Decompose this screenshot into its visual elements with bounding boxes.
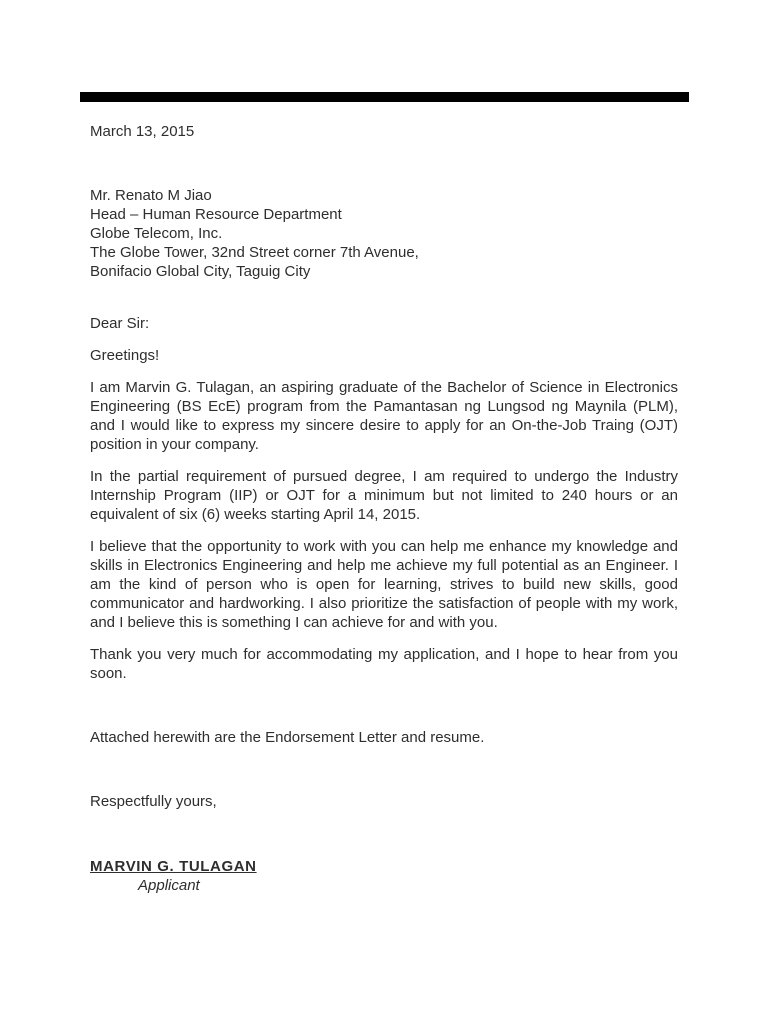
body-paragraph-1: I am Marvin G. Tulagan, an aspiring graduate of the Bachelor of Science in Electronics Engineering (BS EcE) program from the Pamantasan ng Lungsod ng Maynila (PLM), and I would like to express my sincere desire to apply for an On-the-Job Traing (OJT) position in your company. <box>90 379 678 453</box>
recipient-block <box>90 186 678 281</box>
recipient-address-line1: The Globe Tower, 32nd Street corner 7th Avenue, <box>90 244 419 261</box>
recipient-address-line2: Bonifacio Global City, Taguig City <box>90 263 311 280</box>
salutation: Dear Sir: <box>90 315 150 332</box>
body-paragraph-2: In the partial requirement of pursued degree, I am required to undergo the Industry Internship Program (IIP) or OJT for a minimum but not limited to 240 hours or an equivalent of six (6) weeks starting April 14, 2015. <box>90 468 678 523</box>
header-rule <box>80 92 689 102</box>
signature-title: Applicant <box>138 877 200 894</box>
greeting: Greetings! <box>90 347 160 364</box>
recipient-title: Head – Human Resource Department <box>90 206 342 223</box>
recipient-name: Mr. Renato M Jiao <box>90 187 212 204</box>
letter-date: March 13, 2015 <box>90 123 195 140</box>
closing: Respectfully yours, <box>90 793 217 810</box>
letter-content <box>90 122 678 895</box>
body-paragraph-3: I believe that the opportunity to work with you can help me enhance my knowledge and skills in Electronics Engineering and help me achieve my full potential as an Engineer. I am the kind of person who is open for learning, strives to build new skills, good communicator and hardworking. I also prioritize the satisfaction of people with my work, and I believe this is something I can achieve for and with you. <box>90 538 678 631</box>
body-paragraph-4: Thank you very much for accommodating my application, and I hope to hear from you soon. <box>90 646 678 682</box>
attachment-note: Attached herewith are the Endorsement Letter and resume. <box>90 729 485 746</box>
recipient-company: Globe Telecom, Inc. <box>90 225 223 242</box>
signature-name: MARVIN G. TULAGAN <box>90 858 257 875</box>
